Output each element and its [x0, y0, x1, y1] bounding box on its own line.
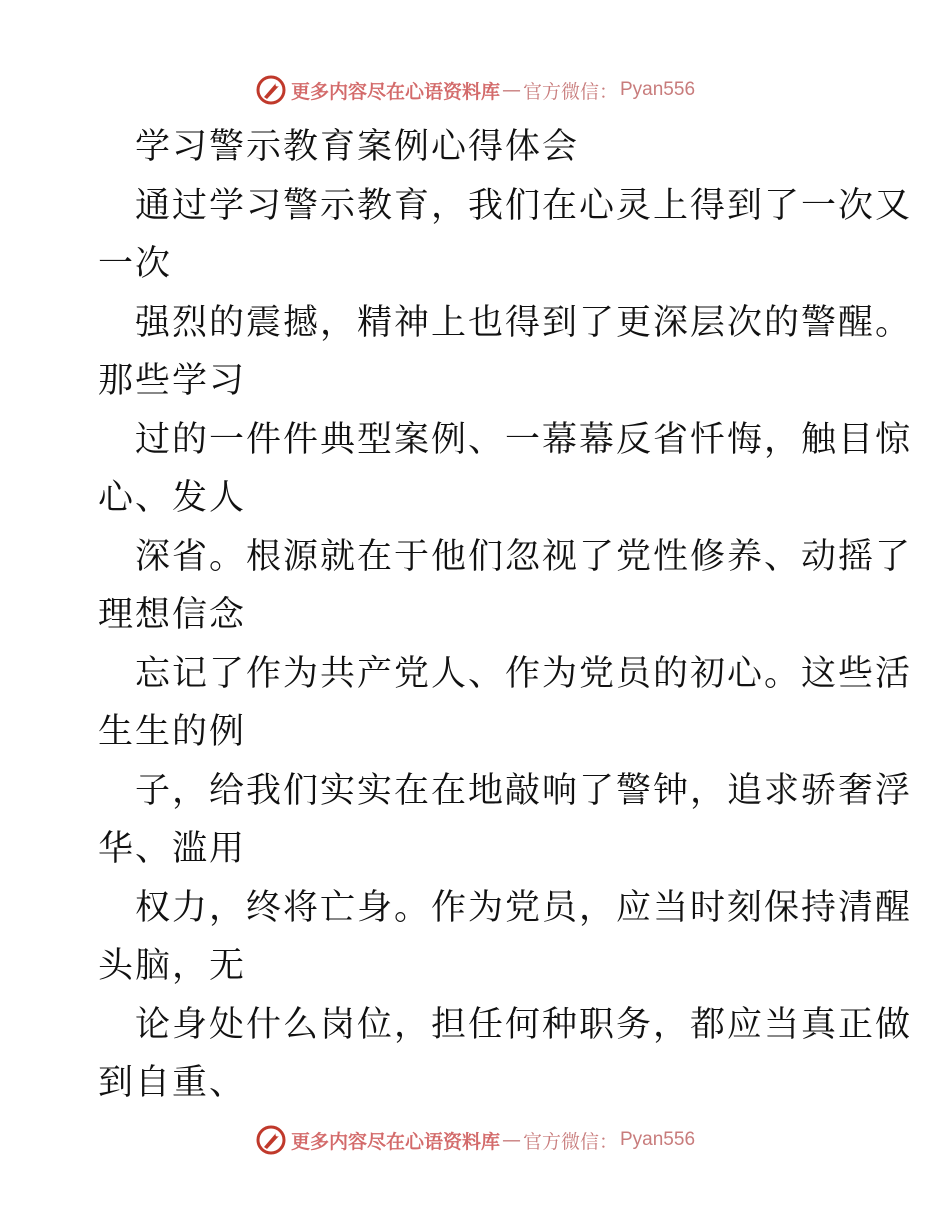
brand-text: 更多内容尽在心语资料库	[290, 1130, 500, 1153]
wechat-id: Pyan556	[620, 1129, 696, 1150]
paragraph-line: 深省。根源就在于他们忽视了党性修养、动摇了	[135, 536, 913, 577]
paragraph-line: 那些学习	[98, 361, 247, 401]
paragraph-line: 华、滥用	[98, 829, 247, 869]
wechat-label: 官方微信：	[522, 80, 618, 103]
banner-dash: —	[501, 1129, 521, 1151]
paragraph-line: 心、发人	[98, 478, 247, 518]
paragraph-line: 理想信念	[98, 595, 247, 635]
paragraph-line: 子，给我们实实在在地敲响了警钟，追求骄奢浮	[135, 770, 913, 811]
footer-banner	[0, 1120, 950, 1160]
paragraph-line: 生生的例	[98, 712, 247, 752]
paragraph-line: 过的一件件典型案例、一幕幕反省忏悔，触目惊	[135, 419, 913, 460]
brand-text: 更多内容尽在心语资料库	[290, 80, 500, 103]
header-banner	[0, 70, 950, 110]
paragraph-line: 论身处什么岗位，担任何种职务，都应当真正做	[135, 1004, 913, 1045]
wechat-label: 官方微信：	[522, 1130, 618, 1153]
wechat-id: Pyan556	[620, 79, 696, 100]
banner-dash: —	[501, 79, 521, 101]
document-body	[98, 118, 913, 1113]
paragraph-line: 通过学习警示教育，我们在心灵上得到了一次又	[135, 185, 913, 226]
pen-logo-icon	[255, 74, 287, 106]
pen-logo-icon	[255, 1124, 287, 1156]
document-title: 学习警示教育案例心得体会	[135, 127, 580, 167]
paragraph-line: 强烈的震撼，精神上也得到了更深层次的警醒。	[135, 302, 913, 343]
paragraph-line: 头脑，无	[98, 946, 247, 986]
paragraph-line: 到自重、	[98, 1063, 247, 1103]
paragraph-line: 忘记了作为共产党人、作为党员的初心。这些活	[135, 653, 913, 694]
paragraph-line: 权力，终将亡身。作为党员，应当时刻保持清醒	[135, 887, 913, 928]
paragraph-line: 一次	[98, 244, 173, 284]
